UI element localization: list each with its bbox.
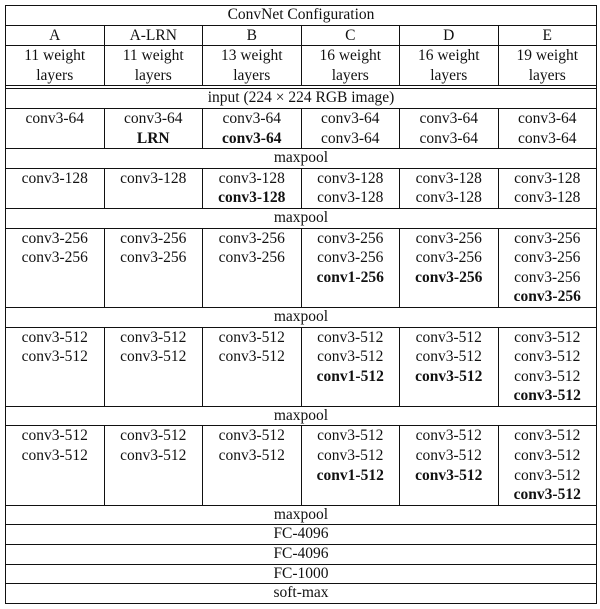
maxpool-row (6, 406, 597, 426)
depth-line: 16 weight (417, 47, 480, 65)
layer-entry-new: conv1-512 (316, 367, 384, 385)
layer-entry: conv3-512 (21, 328, 88, 346)
layer-entry: conv3-256 (317, 249, 384, 267)
maxpool-row (6, 149, 597, 169)
stage-cell (301, 108, 400, 148)
stage-cell (6, 426, 105, 505)
layer-entry: conv3-64 (123, 109, 183, 127)
stage-cell (104, 108, 203, 148)
stage-cell (498, 168, 597, 208)
conv-stage-row (6, 228, 597, 307)
layer-entry: conv3-512 (120, 447, 187, 465)
layer-entry-new: conv3-512 (415, 367, 483, 385)
layer-entry: conv3-512 (317, 328, 384, 346)
layer-entry-new: conv3-128 (218, 189, 286, 207)
maxpool-label: maxpool (6, 208, 597, 228)
column-name: C (301, 25, 400, 46)
layer-entry: conv3-512 (218, 447, 285, 465)
layer-entry: conv3-512 (514, 427, 581, 445)
layer-entry: conv3-512 (120, 348, 187, 366)
classifier-label: FC-4096 (6, 545, 597, 565)
stage-cell (400, 108, 499, 148)
maxpool-row (6, 307, 597, 327)
layer-entry-new: conv3-256 (415, 268, 483, 286)
layer-entry-new: conv3-512 (513, 387, 581, 405)
column-depth-row (6, 46, 597, 86)
layer-entry-new: conv1-512 (316, 466, 384, 484)
layer-entry: conv3-64 (419, 109, 479, 127)
layer-entry: conv3-128 (21, 169, 88, 187)
column-depth (104, 46, 203, 86)
layer-entry: conv3-256 (514, 268, 581, 286)
stage-cell (400, 426, 499, 505)
conv-stage-row (6, 168, 597, 208)
depth-line: 19 weight (516, 47, 579, 65)
stage-cell (6, 327, 105, 406)
maxpool-label: maxpool (6, 149, 597, 169)
layer-entry: conv3-256 (317, 229, 384, 247)
layer-entry: conv3-64 (320, 129, 380, 147)
layer-entry: conv3-128 (415, 169, 482, 187)
layer-entry: conv3-128 (514, 169, 581, 187)
title-row (6, 6, 597, 26)
layer-entry: conv3-512 (514, 447, 581, 465)
stage-cell (498, 108, 597, 148)
layer-entry: conv3-512 (415, 447, 482, 465)
stage-cell (301, 426, 400, 505)
layer-entry: conv3-512 (120, 427, 187, 445)
layer-entry: conv3-512 (514, 466, 581, 484)
layer-entry-new: conv3-64 (222, 129, 282, 147)
layer-entry: conv3-256 (415, 249, 482, 267)
layer-entry: conv3-256 (21, 229, 88, 247)
layer-entry-new: conv3-512 (415, 466, 483, 484)
layer-entry: conv3-512 (317, 447, 384, 465)
depth-line: 16 weight (319, 47, 382, 65)
stage-cell (400, 228, 499, 307)
stage-cell (203, 228, 302, 307)
column-name-row (6, 25, 597, 46)
maxpool-label: maxpool (6, 505, 597, 525)
stage-cell (301, 327, 400, 406)
layer-entry: conv3-256 (415, 229, 482, 247)
layer-entry: conv3-64 (419, 129, 479, 147)
classifier-row (6, 584, 597, 604)
layer-entry: conv3-512 (415, 348, 482, 366)
layer-entry: conv3-64 (517, 129, 577, 147)
stage-cell (301, 228, 400, 307)
layer-entry: conv3-256 (514, 249, 581, 267)
layer-entry: conv3-128 (514, 189, 581, 207)
layer-entry: conv3-64 (517, 109, 577, 127)
stage-cell (498, 228, 597, 307)
classifier-label: soft-max (6, 584, 597, 604)
maxpool-row (6, 208, 597, 228)
column-depth (6, 46, 105, 86)
input-label: input (224 × 224 RGB image) (6, 89, 597, 109)
depth-line: 11 weight (122, 47, 184, 65)
layer-entry: conv3-512 (218, 328, 285, 346)
layer-entry: conv3-512 (21, 447, 88, 465)
column-depth (400, 46, 499, 86)
depth-line: layers (430, 66, 468, 84)
depth-line: 11 weight (24, 47, 86, 65)
stage-cell (498, 327, 597, 406)
classifier-row (6, 525, 597, 545)
layer-entry: conv3-512 (218, 348, 285, 366)
layer-entry: conv3-256 (120, 249, 187, 267)
layer-entry: conv3-64 (25, 109, 85, 127)
stage-cell (104, 168, 203, 208)
maxpool-label: maxpool (6, 406, 597, 426)
layer-entry: conv3-512 (415, 328, 482, 346)
stage-cell (203, 108, 302, 148)
layer-entry: conv3-512 (514, 348, 581, 366)
layer-entry-new: conv1-256 (316, 268, 384, 286)
stage-cell (203, 426, 302, 505)
layer-entry: conv3-128 (120, 169, 187, 187)
depth-line: layers (331, 66, 369, 84)
classifier-row (6, 545, 597, 565)
layer-entry-new: conv3-256 (513, 288, 581, 306)
conv-stage-row (6, 327, 597, 406)
column-name: A-LRN (104, 25, 203, 46)
layer-entry: conv3-128 (218, 169, 285, 187)
table-title: ConvNet Configuration (6, 6, 597, 26)
layer-entry: conv3-512 (514, 328, 581, 346)
layer-entry: conv3-512 (21, 427, 88, 445)
depth-line: layers (233, 66, 271, 84)
classifier-label: FC-1000 (6, 564, 597, 584)
depth-line: layers (528, 66, 566, 84)
stage-cell (104, 327, 203, 406)
stage-cell (6, 108, 105, 148)
layer-entry: conv3-512 (317, 348, 384, 366)
column-name: E (498, 25, 597, 46)
layer-entry: conv3-256 (21, 249, 88, 267)
column-depth (301, 46, 400, 86)
column-depth (498, 46, 597, 86)
layer-entry: conv3-64 (320, 109, 380, 127)
stage-cell (301, 168, 400, 208)
column-name: A (6, 25, 105, 46)
stage-cell (6, 228, 105, 307)
depth-line: 13 weight (220, 47, 283, 65)
column-name: D (400, 25, 499, 46)
convnet-configuration-table (5, 5, 597, 604)
stage-cell (400, 168, 499, 208)
layer-entry: conv3-256 (218, 229, 285, 247)
layer-entry-new: conv3-512 (513, 486, 581, 504)
stage-cell (203, 327, 302, 406)
stage-cell (104, 426, 203, 505)
layer-entry: conv3-512 (317, 427, 384, 445)
column-depth (203, 46, 302, 86)
layer-entry: conv3-64 (222, 109, 282, 127)
conv-stage-row (6, 108, 597, 148)
layer-entry: conv3-512 (514, 367, 581, 385)
stage-cell (203, 168, 302, 208)
stage-cell (400, 327, 499, 406)
layer-entry-new: LRN (136, 129, 170, 147)
column-name: B (203, 25, 302, 46)
layer-entry: conv3-512 (218, 427, 285, 445)
depth-line: layers (134, 66, 172, 84)
layer-entry: conv3-128 (317, 189, 384, 207)
maxpool-row (6, 505, 597, 525)
stage-cell (6, 168, 105, 208)
layer-entry: conv3-256 (120, 229, 187, 247)
maxpool-label: maxpool (6, 307, 597, 327)
layer-entry: conv3-512 (21, 348, 88, 366)
layer-entry: conv3-256 (218, 249, 285, 267)
depth-line: layers (36, 66, 74, 84)
stage-cell (498, 426, 597, 505)
layer-entry: conv3-512 (415, 427, 482, 445)
classifier-label: FC-4096 (6, 525, 597, 545)
layer-entry: conv3-128 (317, 169, 384, 187)
layer-entry: conv3-128 (415, 189, 482, 207)
input-row (6, 89, 597, 109)
stage-cell (104, 228, 203, 307)
conv-stage-row (6, 426, 597, 505)
layer-entry: conv3-256 (514, 229, 581, 247)
layer-entry: conv3-512 (120, 328, 187, 346)
classifier-row (6, 564, 597, 584)
